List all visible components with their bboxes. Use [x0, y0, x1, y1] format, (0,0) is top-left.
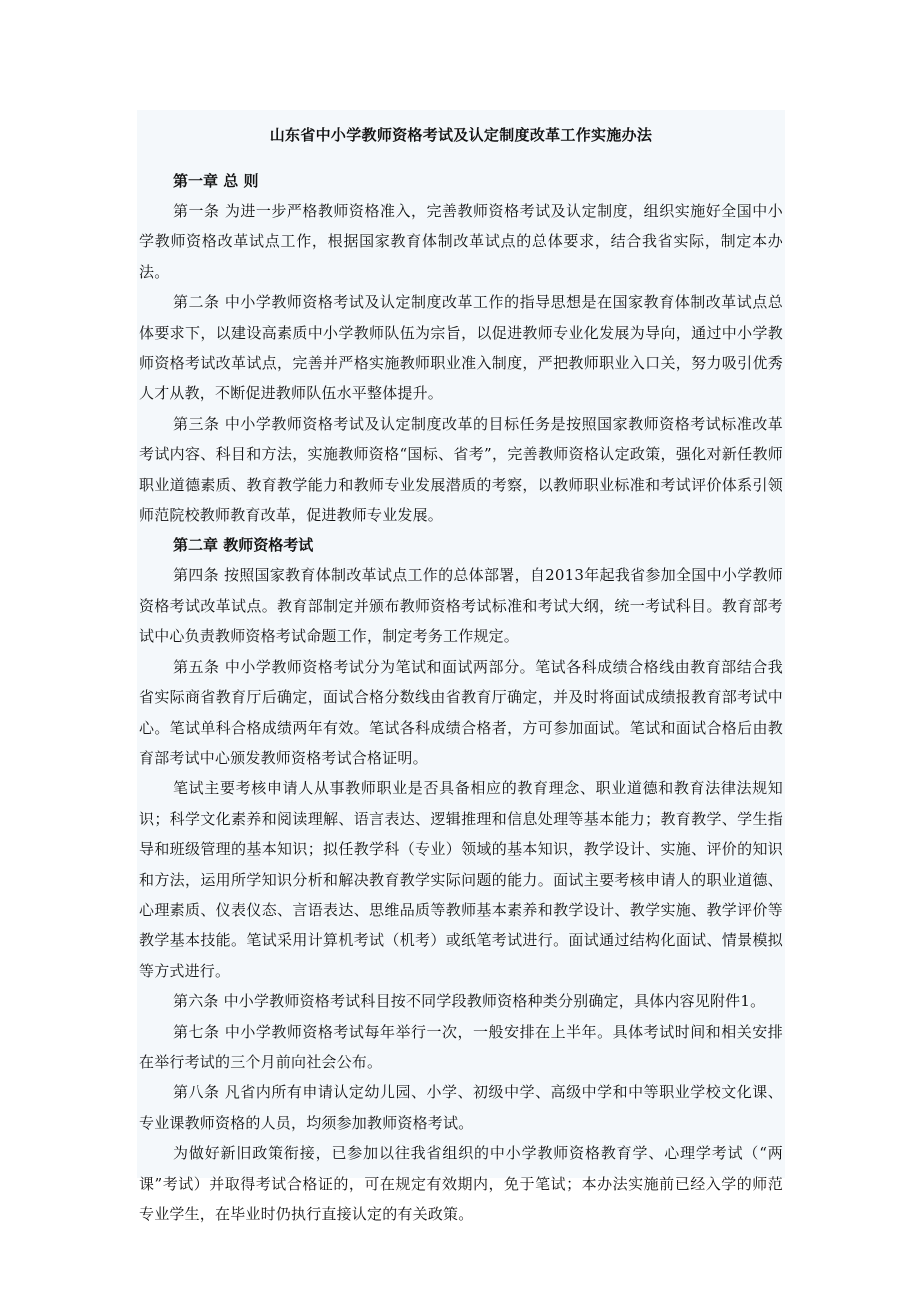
article-5: 第五条 中小学教师资格考试分为笔试和面试两部分。笔试各科成绩合格线由教育部结合我省实际商省教育厅后确定，面试合格分数线由省教育厅确定，并及时将面试成绩报教育部考试中心。笔试单科合格成绩两年有效。笔试各科成绩合格者，方可参加面试。笔试和面试合格后由教育部考试中心颁发教师资格考试合格证明。	[139, 657, 783, 767]
article-1: 第一条 为进一步严格教师资格准入，完善教师资格考试及认定制度，组织实施好全国中小学教师资格改革试点工作，根据国家教育体制改革试点的总体要求，结合我省实际，制定本办法。	[139, 202, 783, 281]
document-title: 山东省中小学教师资格考试及认定制度改革工作实施办法	[269, 126, 653, 144]
article-7: 第七条 中小学教师资格考试每年举行一次，一般安排在上半年。具体考试时间和相关安排在举行考试的三个月前向社会公布。	[139, 1022, 783, 1071]
article-3: 第三条 中小学教师资格考试及认定制度改革的目标任务是按照国家教师资格考试标准改革考试内容、科目和方法，实施教师资格“国标、省考”，完善教师资格认定政策，强化对新任教师职业道德素质、教育教学能力和教师专业发展潜质的考察，以教师职业标准和考试评价体系引领师范院校教师教育改革，促进教师专业发展。	[139, 414, 783, 525]
article-2: 第二条 中小学教师资格考试及认定制度改革工作的指导思想是在国家教育体制改革试点总体要求下，以建设高素质中小学教师队伍为宗旨，以促进教师专业化发展为导向，通过中小学教师资格考试改革试点，完善并严格实施教师职业准入制度，严把教师职业入口关，努力吸引优秀人才从教，不断促进教师队伍水平整体提升。	[139, 293, 783, 403]
article-4: 第四条 按照国家教育体制改革试点工作的总体部署，自2013年起我省参加全国中小学教师资格考试改革试点。教育部制定并颁布教师资格考试标准和考试大纲，统一考试科目。教育部考试中心负责教师资格考试命题工作，制定考务工作规定。	[139, 566, 783, 646]
article-8-continued: 为做好新旧政策衔接，已参加以往我省组织的中小学教师资格教育学、心理学考试（“两课”考试）并取得考试合格证的，可在规定有效期内，免于笔试；本办法实施前已经入学的师范专业学生，在毕业时仍执行直接认定的有关政策。	[139, 1144, 783, 1223]
article-5-continued: 笔试主要考核申请人从事教师职业是否具备相应的教育理念、职业道德和教育法律法规知识；科学文化素养和阅读理解、语言表达、逻辑推理和信息处理等基本能力；教育教学、学生指导和班级管理的基本知识；拟任教学科（专业）领域的基本知识，教学设计、实施、评价的知识和方法，运用所学知识分析和解决教育教学实际问题的能力。面试主要考核申请人的职业道德、心理素质、仪表仪态、言语表达、思维品质等教师基本素养和教学设计、教学实施、教学评价等教学基本技能。笔试采用计算机考试（机考）或纸笔考试进行。面试通过结构化面试、情景模拟等方式进行。	[139, 779, 783, 980]
article-8: 第八条 凡省内所有申请认定幼儿园、小学、初级中学、高级中学和中等职业学校文化课、专业课教师资格的人员，均须参加教师资格考试。	[139, 1083, 783, 1132]
document-page	[137, 110, 785, 1223]
chapter-heading-general: 第一章 总 则	[173, 172, 259, 190]
article-6: 第六条 中小学教师资格考试科目按不同学段教师资格种类分别确定，具体内容见附件1。	[173, 992, 766, 1011]
chapter-heading-exam: 第二章 教师资格考试	[173, 536, 314, 555]
